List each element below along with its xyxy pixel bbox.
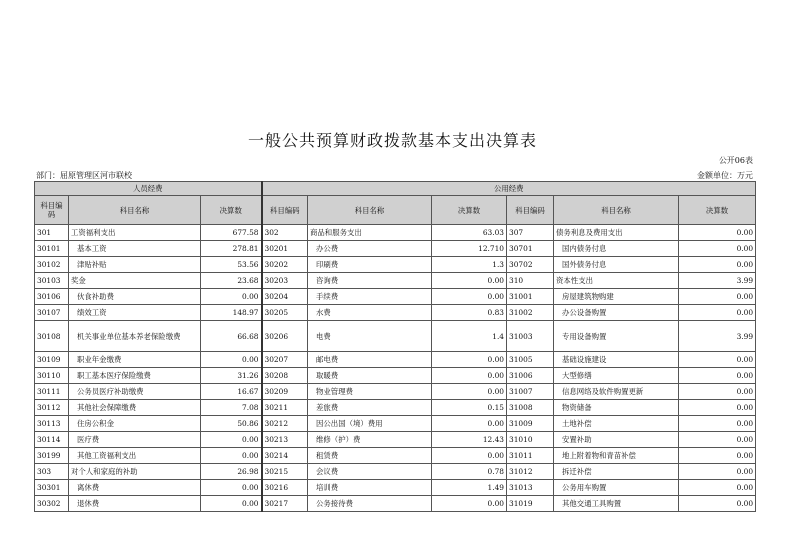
group-personnel: 人员经费 — [35, 182, 262, 196]
table-row — [35, 273, 756, 289]
row-name-b: 差旅费 — [308, 400, 432, 416]
row-amount-b: 0.00 — [432, 416, 507, 432]
row-name-b: 会议费 — [308, 464, 432, 480]
row-amount-a: 23.68 — [201, 273, 262, 289]
row-amount-a: 50.86 — [201, 416, 262, 432]
table-row — [35, 448, 756, 464]
row-name-b: 取暖费 — [308, 368, 432, 384]
row-name-a: 职工基本医疗保险缴费 — [69, 368, 201, 384]
row-name-b: 物业管理费 — [308, 384, 432, 400]
expenditure-table — [34, 181, 756, 512]
row-code-c: 31007 — [507, 384, 554, 400]
row-code-c: 31006 — [507, 368, 554, 384]
row-name-a: 住房公积金 — [69, 416, 201, 432]
row-amount-a: 26.98 — [201, 464, 262, 480]
row-code-b: 30212 — [262, 416, 308, 432]
row-code-b: 30215 — [262, 464, 308, 480]
table-row — [35, 241, 756, 257]
row-name-a: 津贴补贴 — [69, 257, 201, 273]
table-row — [35, 257, 756, 273]
header-amount-b: 决算数 — [432, 196, 507, 225]
table-body — [35, 225, 756, 512]
row-name-b: 因公出国（境）费用 — [308, 416, 432, 432]
row-code-c: 31008 — [507, 400, 554, 416]
row-code-b: 30203 — [262, 273, 308, 289]
row-name-c: 债务利息及费用支出 — [554, 225, 679, 241]
row-amount-c: 3.99 — [679, 321, 756, 352]
row-name-c: 基础设施建设 — [554, 352, 679, 368]
row-code-b: 30204 — [262, 289, 308, 305]
row-name-b: 印刷费 — [308, 257, 432, 273]
row-name-c: 国内债务付息 — [554, 241, 679, 257]
row-name-a: 工资福利支出 — [69, 225, 201, 241]
row-name-a: 职业年金缴费 — [69, 352, 201, 368]
row-amount-a: 0.00 — [201, 352, 262, 368]
row-code-c: 31001 — [507, 289, 554, 305]
row-amount-b: 0.83 — [432, 305, 507, 321]
row-code-b: 30213 — [262, 432, 308, 448]
row-amount-a: 7.08 — [201, 400, 262, 416]
table-row — [35, 480, 756, 496]
row-code-c: 31005 — [507, 352, 554, 368]
row-code-a: 30199 — [35, 448, 69, 464]
row-amount-a: 31.26 — [201, 368, 262, 384]
row-name-c: 土地补偿 — [554, 416, 679, 432]
row-name-a: 公务员医疗补助缴费 — [69, 384, 201, 400]
row-name-b: 培训费 — [308, 480, 432, 496]
row-amount-c: 0.00 — [679, 305, 756, 321]
row-name-c: 房屋建筑物购建 — [554, 289, 679, 305]
row-amount-b: 0.00 — [432, 273, 507, 289]
header-amount-a: 决算数 — [201, 196, 262, 225]
header-code-c: 科目编码 — [507, 196, 554, 225]
row-code-c: 30702 — [507, 257, 554, 273]
row-code-a: 30108 — [35, 321, 69, 352]
row-amount-a: 53.56 — [201, 257, 262, 273]
row-code-a: 30301 — [35, 480, 69, 496]
row-amount-c: 0.00 — [679, 384, 756, 400]
row-amount-b: 0.00 — [432, 496, 507, 512]
row-amount-c: 3.99 — [679, 273, 756, 289]
row-code-a: 30114 — [35, 432, 69, 448]
row-amount-c: 0.00 — [679, 480, 756, 496]
table-row — [35, 321, 756, 352]
row-name-b: 维修（护）费 — [308, 432, 432, 448]
row-amount-c: 0.00 — [679, 289, 756, 305]
form-code: 公开06表 — [718, 156, 753, 165]
row-amount-b: 12.710 — [432, 241, 507, 257]
row-name-a: 绩效工资 — [69, 305, 201, 321]
row-name-c: 物资储备 — [554, 400, 679, 416]
row-name-a: 离休费 — [69, 480, 201, 496]
row-amount-b: 1.3 — [432, 257, 507, 273]
row-amount-c: 0.00 — [679, 416, 756, 432]
row-code-a: 30107 — [35, 305, 69, 321]
row-code-a: 30106 — [35, 289, 69, 305]
table-row — [35, 464, 756, 480]
row-code-a: 30302 — [35, 496, 69, 512]
row-amount-c: 0.00 — [679, 368, 756, 384]
row-code-b: 30201 — [262, 241, 308, 257]
row-amount-b: 63.03 — [432, 225, 507, 241]
table-row — [35, 289, 756, 305]
row-amount-c: 0.00 — [679, 496, 756, 512]
row-amount-b: 0.00 — [432, 352, 507, 368]
header-name-c: 科目名称 — [554, 196, 679, 225]
row-code-b: 30217 — [262, 496, 308, 512]
table-row — [35, 368, 756, 384]
page-title: 一般公共预算财政拨款基本支出决算表 — [247, 131, 537, 150]
row-amount-a: 0.00 — [201, 496, 262, 512]
row-amount-b: 0.00 — [432, 368, 507, 384]
row-amount-b: 0.15 — [432, 400, 507, 416]
row-amount-c: 0.00 — [679, 432, 756, 448]
row-code-b: 30207 — [262, 352, 308, 368]
row-name-c: 办公设备购置 — [554, 305, 679, 321]
row-amount-a: 0.00 — [201, 289, 262, 305]
row-code-b: 30216 — [262, 480, 308, 496]
row-code-b: 30208 — [262, 368, 308, 384]
row-name-c: 资本性支出 — [554, 273, 679, 289]
row-amount-c: 0.00 — [679, 464, 756, 480]
row-amount-a: 278.81 — [201, 241, 262, 257]
row-code-a: 30111 — [35, 384, 69, 400]
row-amount-b: 0.00 — [432, 384, 507, 400]
row-name-b: 租赁费 — [308, 448, 432, 464]
row-name-c: 大型修缮 — [554, 368, 679, 384]
unit-label: 金额单位：万元 — [697, 171, 753, 180]
row-name-a: 医疗费 — [69, 432, 201, 448]
row-name-b: 手续费 — [308, 289, 432, 305]
row-code-c: 31013 — [507, 480, 554, 496]
header-name-a: 科目名称 — [69, 196, 201, 225]
table-row — [35, 352, 756, 368]
table-row — [35, 432, 756, 448]
row-name-b: 办公费 — [308, 241, 432, 257]
row-amount-b: 0.00 — [432, 289, 507, 305]
row-code-c: 31009 — [507, 416, 554, 432]
header-name-b: 科目名称 — [308, 196, 432, 225]
row-amount-c: 0.00 — [679, 257, 756, 273]
row-amount-b: 1.49 — [432, 480, 507, 496]
row-code-a: 30109 — [35, 352, 69, 368]
row-code-c: 30701 — [507, 241, 554, 257]
row-name-c: 拆迁补偿 — [554, 464, 679, 480]
row-name-c: 地上附着物和青苗补偿 — [554, 448, 679, 464]
row-name-a: 对个人和家庭的补助 — [69, 464, 201, 480]
row-amount-a: 0.00 — [201, 448, 262, 464]
row-code-a: 30112 — [35, 400, 69, 416]
row-code-b: 30202 — [262, 257, 308, 273]
row-name-b: 邮电费 — [308, 352, 432, 368]
row-name-b: 水费 — [308, 305, 432, 321]
row-name-c: 其他交通工具购置 — [554, 496, 679, 512]
row-code-b: 30205 — [262, 305, 308, 321]
department-label: 部门：屈原管理区河市联校 — [36, 171, 132, 180]
row-amount-c: 0.00 — [679, 400, 756, 416]
row-name-a: 基本工资 — [69, 241, 201, 257]
table-row — [35, 384, 756, 400]
table-row — [35, 496, 756, 512]
row-code-a: 30103 — [35, 273, 69, 289]
row-code-c: 310 — [507, 273, 554, 289]
group-public: 公用经费 — [262, 182, 756, 196]
row-name-c: 专用设备购置 — [554, 321, 679, 352]
row-name-b: 电费 — [308, 321, 432, 352]
row-name-a: 伙食补助费 — [69, 289, 201, 305]
row-name-a: 其他社会保障缴费 — [69, 400, 201, 416]
row-amount-a: 0.00 — [201, 480, 262, 496]
row-name-b: 咨询费 — [308, 273, 432, 289]
row-code-c: 31003 — [507, 321, 554, 352]
row-amount-b: 12.43 — [432, 432, 507, 448]
row-code-a: 30101 — [35, 241, 69, 257]
row-code-b: 302 — [262, 225, 308, 241]
table-row — [35, 400, 756, 416]
row-code-b: 30214 — [262, 448, 308, 464]
row-name-a: 奖金 — [69, 273, 201, 289]
row-code-b: 30209 — [262, 384, 308, 400]
row-code-a: 30102 — [35, 257, 69, 273]
row-name-a: 退休费 — [69, 496, 201, 512]
row-code-a: 301 — [35, 225, 69, 241]
row-amount-b: 0.00 — [432, 448, 507, 464]
row-amount-a: 16.67 — [201, 384, 262, 400]
table-row — [35, 416, 756, 432]
row-amount-c: 0.00 — [679, 448, 756, 464]
row-code-a: 30110 — [35, 368, 69, 384]
row-code-c: 31019 — [507, 496, 554, 512]
row-name-c: 信息网络及软件购置更新 — [554, 384, 679, 400]
table-row — [35, 305, 756, 321]
row-amount-a: 66.68 — [201, 321, 262, 352]
row-amount-b: 1.4 — [432, 321, 507, 352]
row-amount-c: 0.00 — [679, 241, 756, 257]
row-code-c: 307 — [507, 225, 554, 241]
row-amount-c: 0.00 — [679, 352, 756, 368]
row-name-b: 公务接待费 — [308, 496, 432, 512]
row-code-c: 31011 — [507, 448, 554, 464]
row-amount-a: 148.97 — [201, 305, 262, 321]
row-code-b: 30211 — [262, 400, 308, 416]
row-amount-c: 0.00 — [679, 225, 756, 241]
row-code-c: 31002 — [507, 305, 554, 321]
row-name-a: 其他工资福利支出 — [69, 448, 201, 464]
row-code-b: 30206 — [262, 321, 308, 352]
row-amount-b: 0.78 — [432, 464, 507, 480]
row-name-c: 安置补助 — [554, 432, 679, 448]
row-code-c: 31012 — [507, 464, 554, 480]
row-amount-a: 677.58 — [201, 225, 262, 241]
row-name-c: 公务用车购置 — [554, 480, 679, 496]
row-code-a: 30113 — [35, 416, 69, 432]
row-amount-a: 0.00 — [201, 432, 262, 448]
row-code-a: 303 — [35, 464, 69, 480]
row-name-a: 机关事业单位基本养老保险缴费 — [69, 321, 201, 352]
header-amount-c: 决算数 — [679, 196, 756, 225]
row-name-c: 国外债务付息 — [554, 257, 679, 273]
row-name-b: 商品和服务支出 — [308, 225, 432, 241]
table-row — [35, 225, 756, 241]
header-code-a: 科目编码 — [35, 196, 69, 225]
row-code-c: 31010 — [507, 432, 554, 448]
header-code-b: 科目编码 — [262, 196, 308, 225]
